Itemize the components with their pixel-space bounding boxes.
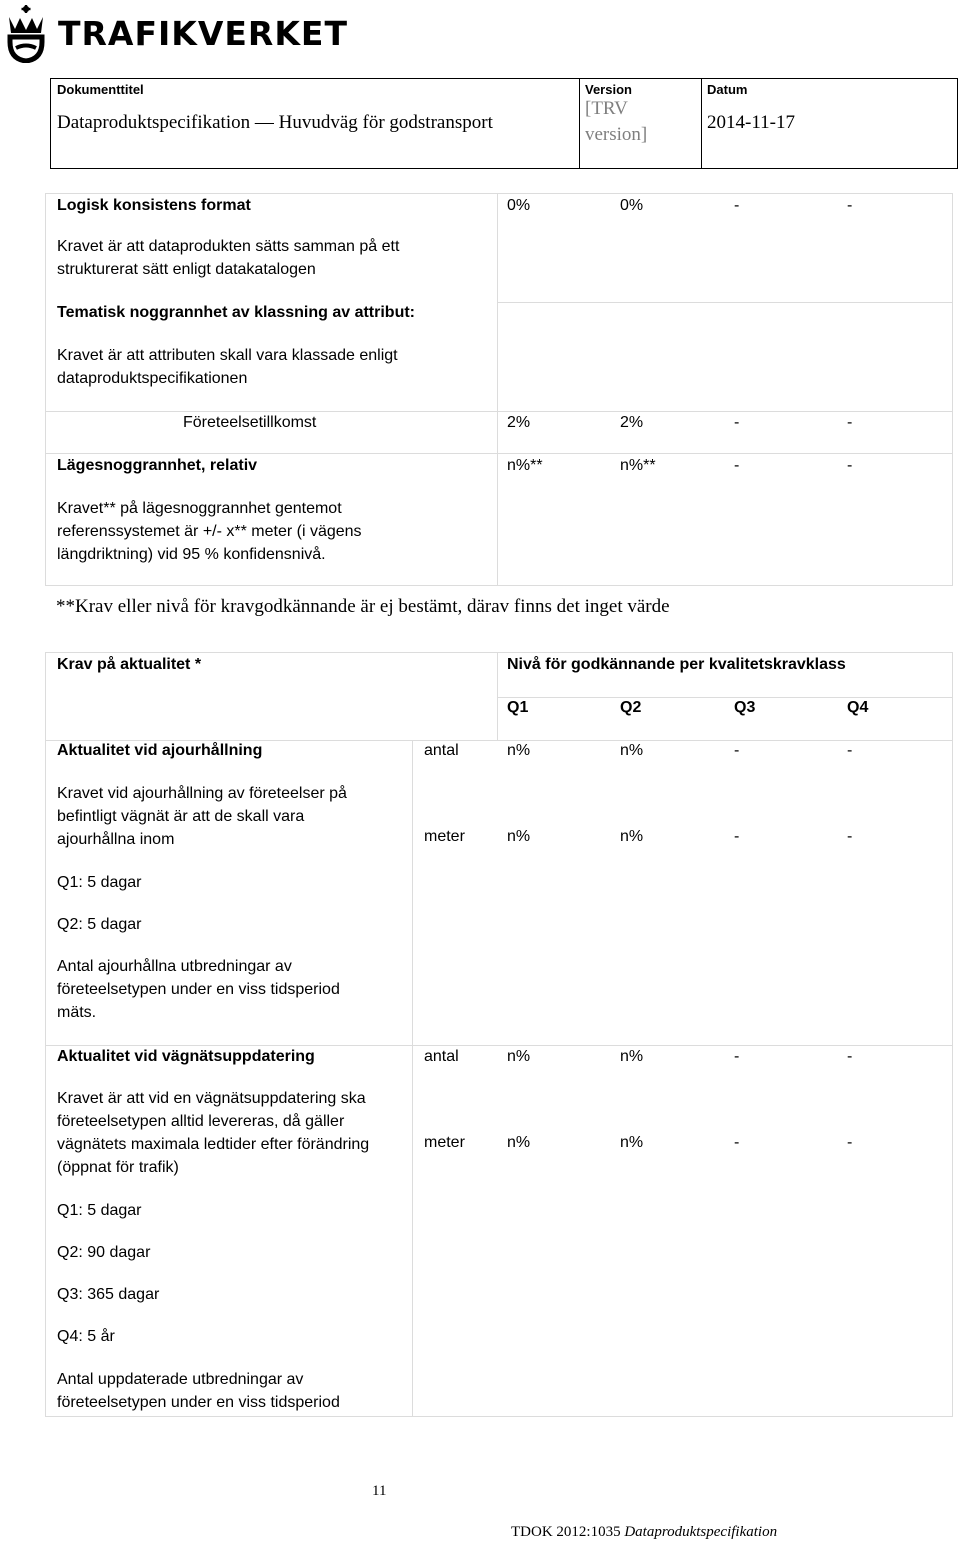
cell-q3: - bbox=[734, 1048, 740, 1065]
level-line: Q4: 5 år bbox=[57, 1328, 115, 1345]
cell-q2: n% bbox=[620, 742, 644, 759]
row-description: Antal ajourhållna utbredningar av bbox=[57, 958, 292, 975]
footer-title: Dataproduktspecifikation bbox=[624, 1524, 778, 1540]
level-line: Q1: 5 dagar bbox=[57, 1202, 142, 1219]
row-description: ajourhållna inom bbox=[57, 831, 175, 848]
row-description: Kravet är att vid en vägnätsuppdatering ska bbox=[57, 1090, 366, 1107]
column-header-requirement: Krav på aktualitet * bbox=[57, 656, 202, 673]
unit-label: antal bbox=[424, 1048, 459, 1065]
column-header-q2: Q2 bbox=[620, 699, 642, 716]
cell-q1: n% bbox=[507, 1134, 531, 1151]
row-description: befintligt vägnät är att de skall vara bbox=[57, 808, 305, 825]
column-header-q3: Q3 bbox=[734, 699, 756, 716]
cell-q4: - bbox=[847, 828, 853, 845]
row-description: längdriktning) vid 95 % konfidensnivå. bbox=[57, 546, 326, 563]
version-label: Version bbox=[585, 82, 632, 97]
column-header-q1: Q1 bbox=[507, 699, 529, 716]
cell-q2: 0% bbox=[620, 197, 644, 214]
row-title: Aktualitet vid ajourhållning bbox=[57, 742, 263, 759]
cell-q3: - bbox=[734, 1134, 740, 1151]
row-title: Aktualitet vid vägnätsuppdatering bbox=[57, 1048, 315, 1065]
level-line: Q2: 5 dagar bbox=[57, 916, 142, 933]
cell-q4: - bbox=[847, 197, 853, 214]
cell-q2: n%** bbox=[620, 457, 656, 474]
date-label: Datum bbox=[707, 82, 748, 97]
footnote: **Krav eller nivå för kravgodkännande är ej bestämt, därav finns det inget värde bbox=[56, 596, 670, 617]
page-footer bbox=[511, 1524, 777, 1541]
row-title: Lägesnoggrannhet, relativ bbox=[57, 457, 258, 474]
level-line: Q1: 5 dagar bbox=[57, 874, 142, 891]
cell-q3: - bbox=[734, 828, 740, 845]
unit-label: meter bbox=[424, 828, 465, 845]
row-title: Tematisk noggrannhet av klassning av attribut: bbox=[57, 304, 415, 321]
date-value: 2014-11-17 bbox=[707, 112, 795, 133]
footer-code: TDOK 2012:1035 bbox=[511, 1524, 621, 1540]
row-description: Kravet är att attributen skall vara klassade enligt bbox=[57, 347, 398, 364]
subrow-label: Företeelsetillkomst bbox=[183, 414, 317, 431]
crown-icon bbox=[4, 3, 48, 63]
row-description: Antal uppdaterade utbredningar av bbox=[57, 1371, 304, 1388]
cell-q3: - bbox=[734, 197, 740, 214]
cell-q4: - bbox=[847, 414, 853, 431]
cell-q1: 0% bbox=[507, 197, 531, 214]
unit-label: meter bbox=[424, 1134, 465, 1151]
doc-title-label: Dokumenttitel bbox=[57, 82, 144, 97]
row-description: referenssystemet är +/- x** meter (i vägens bbox=[57, 523, 362, 540]
cell-q1: n%** bbox=[507, 457, 543, 474]
cell-q1: n% bbox=[507, 742, 531, 759]
row-description: vägnätets maximala ledtider efter förändring bbox=[57, 1136, 370, 1153]
column-header-q4: Q4 bbox=[847, 699, 869, 716]
cell-q3: - bbox=[734, 414, 740, 431]
cell-q4: - bbox=[847, 742, 853, 759]
cell-q3: - bbox=[734, 457, 740, 474]
cell-q1: 2% bbox=[507, 414, 531, 431]
row-description: (öppnat för trafik) bbox=[57, 1159, 179, 1176]
cell-q4: - bbox=[847, 1048, 853, 1065]
column-header-level: Nivå för godkännande per kvalitetskravklass bbox=[507, 656, 846, 673]
trafikverket-logo bbox=[4, 2, 348, 64]
cell-q3: - bbox=[734, 742, 740, 759]
page-number: 11 bbox=[372, 1483, 387, 1499]
cell-q2: 2% bbox=[620, 414, 644, 431]
doc-title: Dataproduktspecifikation — Huvudväg för godstransport bbox=[57, 112, 493, 133]
level-line: Q2: 90 dagar bbox=[57, 1244, 151, 1261]
cell-q4: - bbox=[847, 1134, 853, 1151]
row-description: företeelsetypen alltid levereras, då gäller bbox=[57, 1113, 345, 1130]
cell-q4: - bbox=[847, 457, 853, 474]
row-description: Kravet** på lägesnoggrannhet gentemot bbox=[57, 500, 342, 517]
row-description: företeelsetypen under en viss tidsperiod bbox=[57, 981, 340, 998]
row-description: strukturerat sätt enligt datakatalogen bbox=[57, 261, 316, 278]
row-description: företeelsetypen under en viss tidsperiod bbox=[57, 1394, 340, 1411]
cell-q1: n% bbox=[507, 828, 531, 845]
brand-name: TRAFIKVERKET bbox=[58, 13, 348, 53]
version-line1: [TRV bbox=[585, 98, 628, 119]
currency-table bbox=[45, 652, 953, 1417]
unit-label: antal bbox=[424, 742, 459, 759]
version-line2: version] bbox=[585, 124, 648, 145]
row-description: Kravet vid ajourhållning av företeelser på bbox=[57, 785, 347, 802]
row-description: Kravet är att dataprodukten sätts samman på ett bbox=[57, 238, 400, 255]
document-header bbox=[50, 78, 958, 169]
cell-q2: n% bbox=[620, 828, 644, 845]
quality-table bbox=[45, 193, 953, 586]
level-line: Q3: 365 dagar bbox=[57, 1286, 160, 1303]
cell-q2: n% bbox=[620, 1134, 644, 1151]
row-title: Logisk konsistens format bbox=[57, 197, 251, 214]
row-description: mäts. bbox=[57, 1004, 97, 1021]
cell-q2: n% bbox=[620, 1048, 644, 1065]
row-description: dataproduktspecifikationen bbox=[57, 370, 248, 387]
cell-q1: n% bbox=[507, 1048, 531, 1065]
